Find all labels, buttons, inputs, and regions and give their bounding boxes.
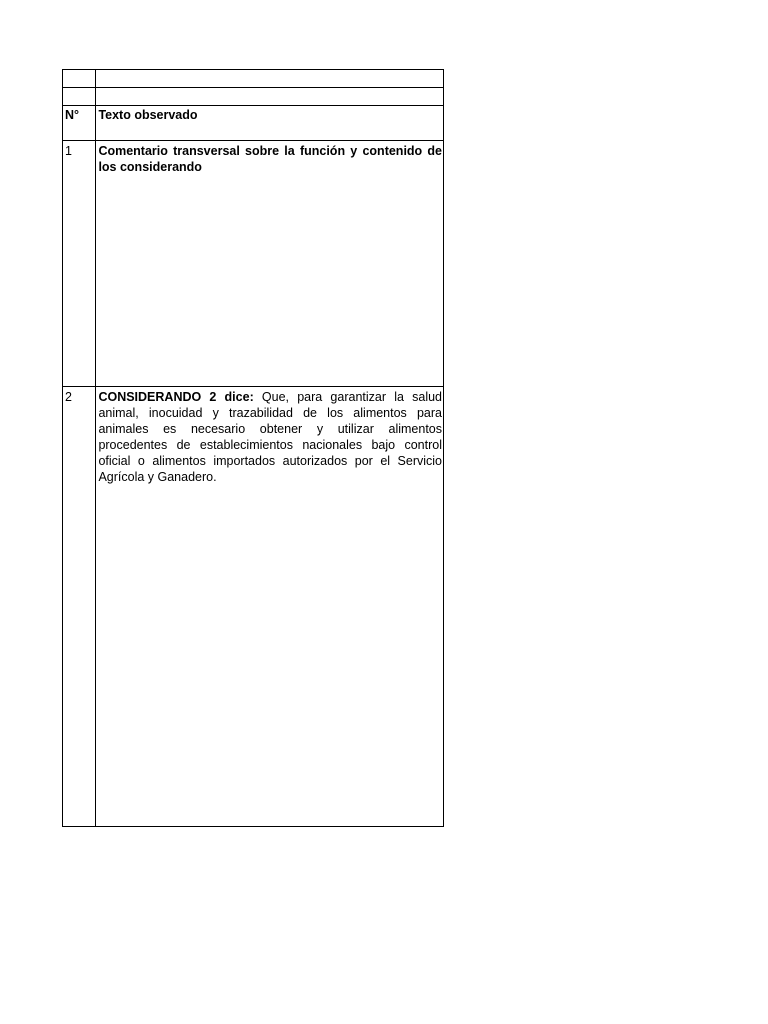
row-number: 2 [63,387,96,827]
table-header-row [63,106,444,141]
table-row [63,387,444,827]
row-text-bold: Comentario transversal sobre la función y contenido de los considerando [98,144,442,174]
cell-text-empty-1 [96,70,444,88]
cell-text-empty-2 [96,88,444,106]
header-text: Texto observado [96,106,444,141]
row-text-bold: CONSIDERANDO 2 dice: [98,390,254,404]
header-num: N° [63,106,96,141]
observations-table [62,69,444,827]
row-number: 1 [63,141,96,387]
table-row-empty-1 [63,70,444,88]
cell-num-empty-1 [63,70,96,88]
table-row [63,141,444,387]
row-text-cell [96,387,444,827]
table-row-empty-2 [63,88,444,106]
row-text-cell [96,141,444,387]
cell-num-empty-2 [63,88,96,106]
row-text-normal: Que, para garantizar la salud animal, inocuidad y trazabilidad de los alimentos para animales es necesario obtener y utilizar alimentos procedentes de establecimientos nacionales bajo control oficial o alimentos importados autorizados por el Servicio Agrícola y Ganadero. [98,390,442,484]
